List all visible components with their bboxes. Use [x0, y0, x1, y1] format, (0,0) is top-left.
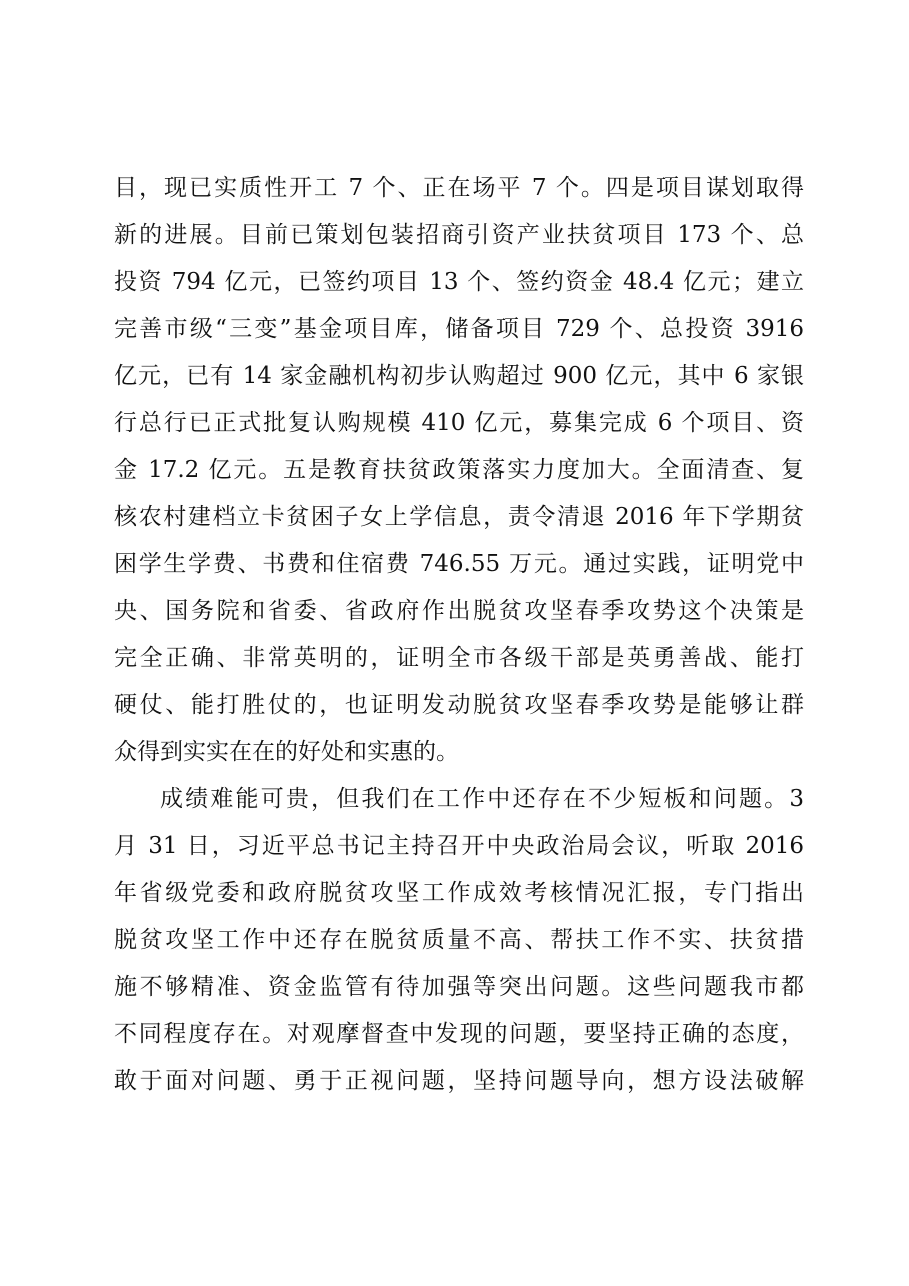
text-line: 央、国务院和省委、省政府作出脱贫攻坚春季攻势这个决策是 — [114, 598, 804, 624]
text-line: 完全正确、非常英明的，证明全市各级干部是英勇善战、能打 — [114, 645, 804, 671]
text-line: 成绩难能可贵，但我们在工作中还存在不少短板和问题。3 — [160, 786, 804, 812]
paragraph-1 — [114, 165, 804, 776]
text-line: 年省级党委和政府脱贫攻坚工作成效考核情况汇报，专门指出 — [114, 880, 804, 906]
text-line: 亿元，已有 14 家金融机构初步认购超过 900 亿元，其中 6 家银 — [114, 363, 804, 389]
text-line: 核农村建档立卡贫困子女上学信息，责令清退 2016 年下学期贫 — [114, 504, 804, 530]
text-line: 众得到实实在在的好处和实惠的。 — [114, 739, 459, 765]
text-line: 困学生学费、书费和住宿费 746.55 万元。通过实践，证明党中 — [114, 551, 804, 577]
text-line: 不同程度存在。对观摩督查中发现的问题，要坚持正确的态度， — [114, 1021, 804, 1047]
text-line: 施不够精准、资金监管有待加强等突出问题。这些问题我市都 — [114, 974, 804, 1000]
text-line: 目，现已实质性开工 7 个、正在场平 7 个。四是项目谋划取得 — [114, 175, 804, 201]
text-line: 投资 794 亿元，已签约项目 13 个、签约资金 48.4 亿元；建立 — [114, 269, 804, 295]
text-line: 敢于面对问题、勇于正视问题，坚持问题导向，想方设法破解 — [114, 1068, 804, 1094]
text-line: 脱贫攻坚工作中还存在脱贫质量不高、帮扶工作不实、扶贫措 — [114, 927, 804, 953]
text-line: 新的进展。目前已策划包装招商引资产业扶贫项目 173 个、总 — [114, 222, 804, 248]
document-body — [114, 165, 804, 1105]
paragraph-2 — [114, 776, 804, 1105]
text-line: 完善市级“三变”基金项目库，储备项目 729 个、总投资 3916 — [114, 316, 804, 342]
text-line: 行总行已正式批复认购规模 410 亿元，募集完成 6 个项目、资 — [114, 410, 804, 436]
text-line: 硬仗、能打胜仗的，也证明发动脱贫攻坚春季攻势是能够让群 — [114, 692, 804, 718]
text-line: 金 17.2 亿元。五是教育扶贫政策落实力度加大。全面清查、复 — [114, 457, 804, 483]
text-line: 月 31 日，习近平总书记主持召开中央政治局会议，听取 2016 — [114, 833, 804, 859]
